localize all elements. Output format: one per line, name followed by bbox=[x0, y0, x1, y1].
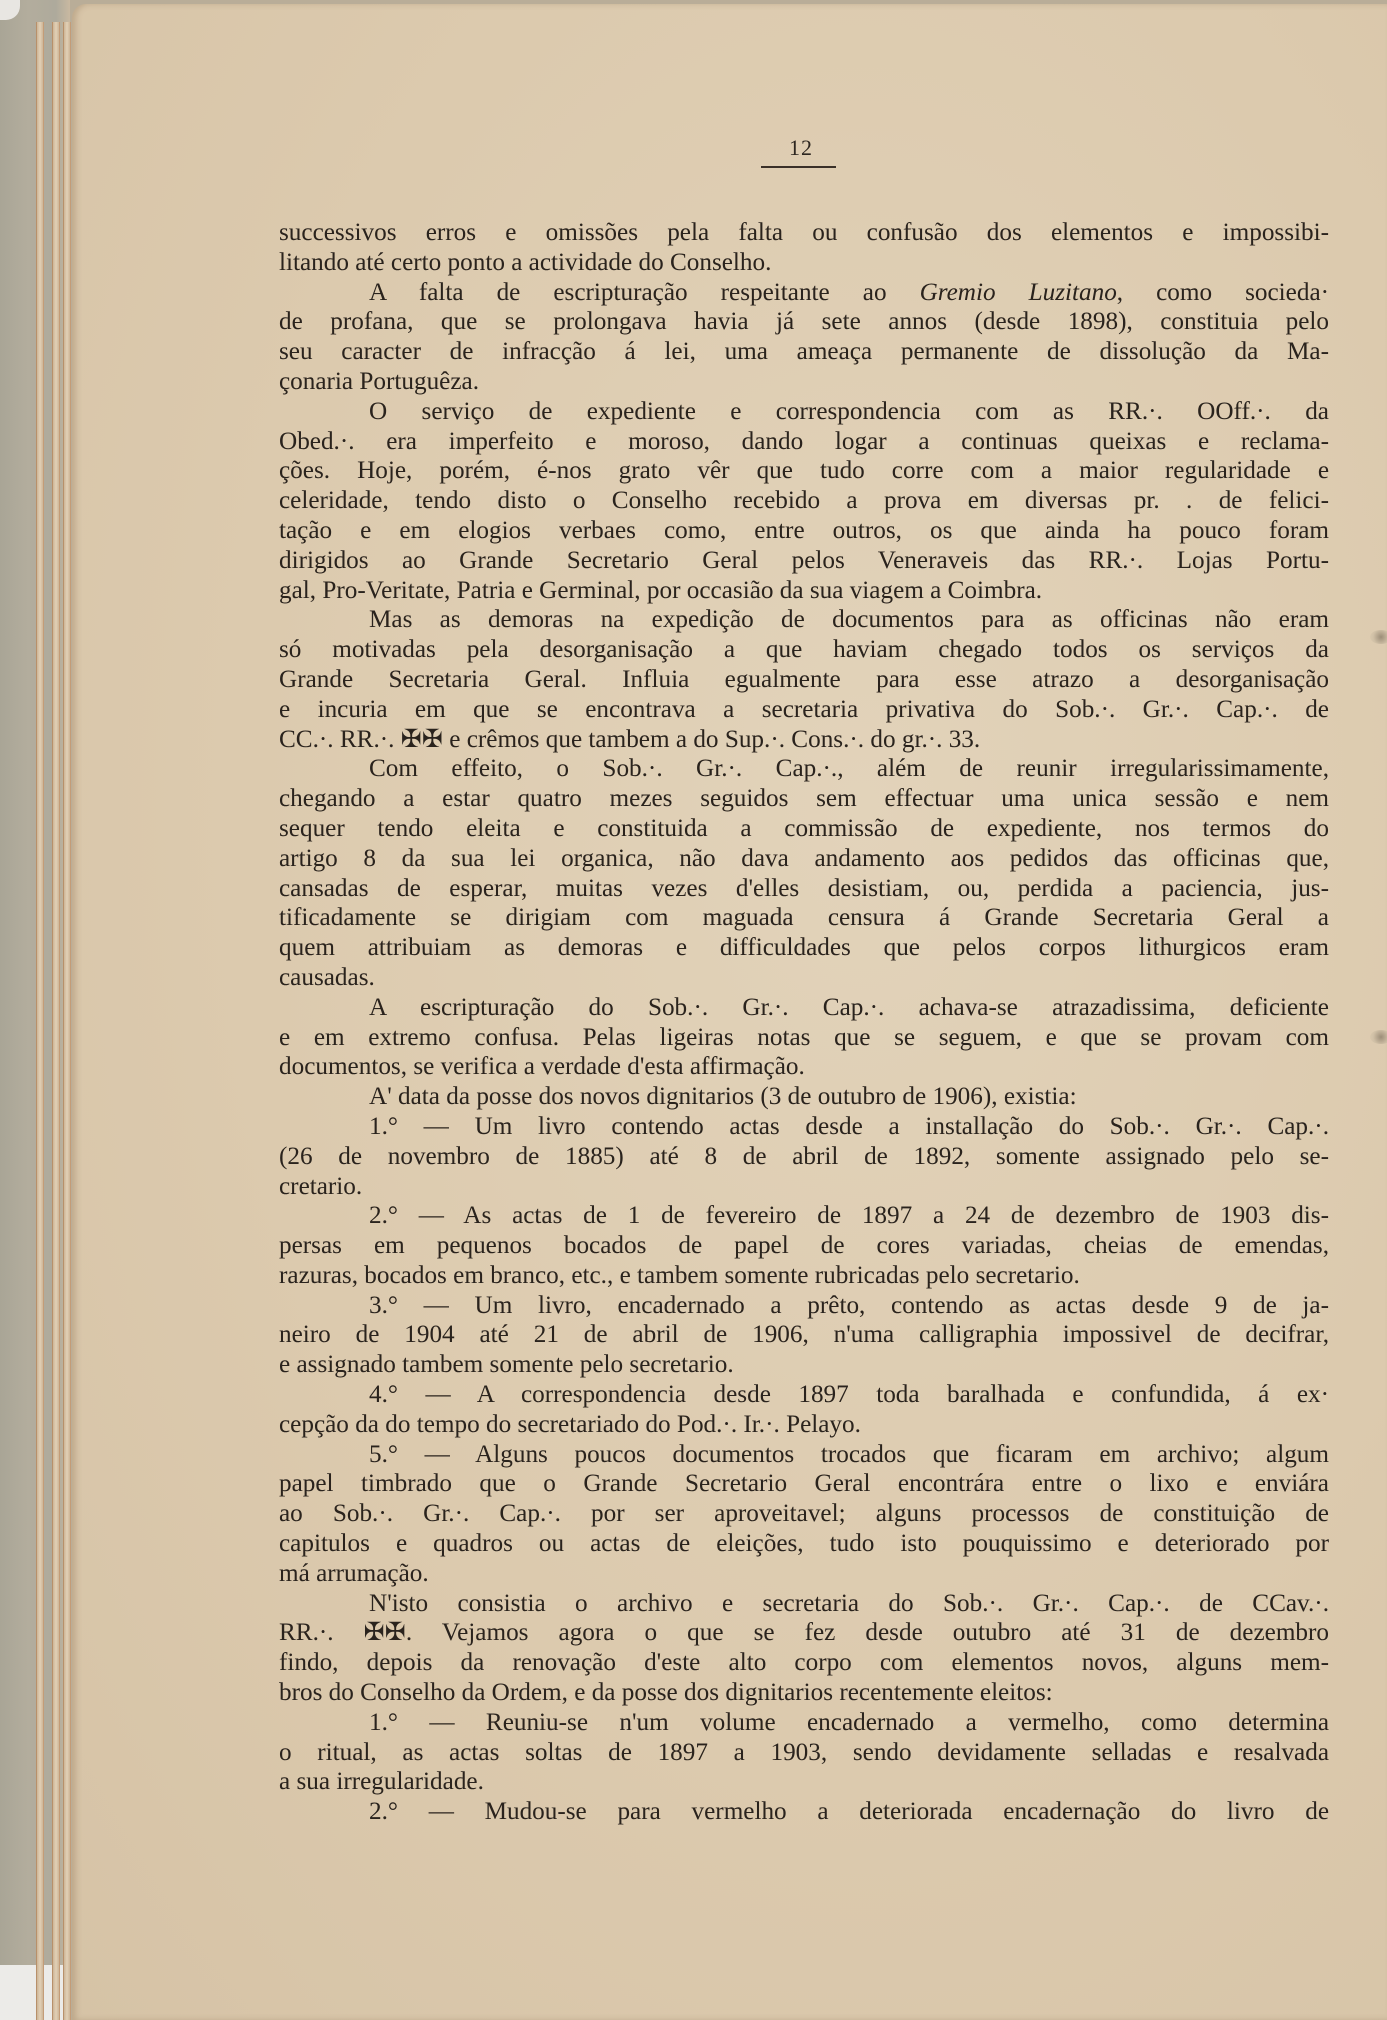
text-line: de profana, que se prolongava havia já sete annos (desde 1898), constituia pelo bbox=[279, 308, 1329, 336]
text-line: causadas. bbox=[279, 963, 375, 991]
text-line: e incuria em que se encontrava a secretaria privativa do Sob.·. Gr.·. Cap.·. de bbox=[279, 695, 1329, 723]
society-name: Gremio Luzitano bbox=[919, 278, 1117, 306]
text-line: A escripturação do Sob.·. Gr.·. Cap.·. achava-se atrazadissima, deficiente bbox=[369, 993, 1329, 1021]
text-line: a sua irregularidade. bbox=[279, 1768, 484, 1796]
text-line: çonaria Portuguêza. bbox=[279, 367, 480, 395]
page-number-rule bbox=[761, 166, 836, 168]
page-number: 12 bbox=[789, 135, 813, 160]
text-line: 4.° — A correspondencia desde 1897 toda baralhada e confundida, á ex· bbox=[369, 1381, 1329, 1409]
page-edge-stack bbox=[63, 22, 71, 2020]
text-line: ções. Hoje, porém, é-nos grato vêr que tudo corre com a maior regularidade e bbox=[279, 457, 1329, 485]
text-line: documentos, se verifica a verdade d'esta affirmação. bbox=[279, 1053, 805, 1081]
text-line: neiro de 1904 até 21 de abril de 1906, n'uma calligraphia impossivel de decifrar, bbox=[279, 1321, 1329, 1349]
text-line: celeridade, tendo disto o Conselho recebido a prova em diversas pr. . de felici- bbox=[279, 487, 1329, 515]
text-line: quem attribuiam as demoras e difficuldades que pelos corpos lithurgicos eram bbox=[279, 934, 1329, 962]
text-line: 5.° — Alguns poucos documentos trocados que ficaram em archivo; algum bbox=[369, 1440, 1329, 1468]
text-line: 1.° — Um livro contendo actas desde a installação do Sob.·. Gr.·. Cap.·. bbox=[369, 1112, 1329, 1140]
text-line: (26 de novembro de 1885) até 8 de abril de 1892, somente assignado pelo se- bbox=[279, 1142, 1329, 1170]
text-line: ao Sob.·. Gr.·. Cap.·. por ser aproveitavel; alguns processos de constituição de bbox=[279, 1500, 1329, 1528]
text-line: A' data da posse dos novos dignitarios (3 de outubro de 1906), existia: bbox=[369, 1083, 1077, 1111]
text-line: Obed.·. era imperfeito e moroso, dando logar a continuas queixas e reclama- bbox=[279, 427, 1329, 455]
text-line: 2.° — As actas de 1 de fevereiro de 1897 a 24 de dezembro de 1903 dis- bbox=[369, 1202, 1329, 1230]
text-line: seu caracter de infracção á lei, uma ameaça permanente de dissolução da Ma- bbox=[279, 338, 1329, 366]
text-line: razuras, bocados em branco, etc., e tambem somente rubricadas pelo secretario. bbox=[279, 1261, 1080, 1289]
text-line: O serviço de expediente e correspondencia com as RR.·. OOff.·. da bbox=[369, 397, 1329, 425]
text-line: gal, Pro-Veritate, Patria e Germinal, por occasião da sua viagem a Coimbra. bbox=[279, 576, 1043, 604]
text-line: cepção da do tempo do secretariado do Pod.·. Ir.·. Pelayo. bbox=[279, 1410, 861, 1438]
text-line: 2.° — Mudou-se para vermelho a deteriorada encadernação do livro de bbox=[369, 1798, 1329, 1826]
text-line: RR.·. ✠✠. Vejamos agora o que se fez desde outubro até 31 de dezembro bbox=[279, 1619, 1329, 1647]
text-line: cretario. bbox=[279, 1172, 363, 1200]
text-line: 1.° — Reuniu-se n'um volume encadernado a vermelho, como determina bbox=[369, 1708, 1329, 1736]
text-line: sequer tendo eleita e constituida a commissão de expediente, nos termos do bbox=[279, 814, 1329, 842]
text-line: artigo 8 da sua lei organica, não dava andamento aos pedidos das officinas que, bbox=[279, 844, 1329, 872]
text-line: N'isto consistia o archivo e secretaria do Sob.·. Gr.·. Cap.·. de CCav.·. bbox=[369, 1589, 1329, 1617]
text-line: só motivadas pela desorganisação a que haviam chegado todos os serviços da bbox=[279, 636, 1329, 664]
body-text bbox=[279, 218, 1329, 1827]
text-line: dirigidos ao Grande Secretario Geral pelos Veneraveis das RR.·. Lojas Portu- bbox=[279, 546, 1329, 574]
text-line: Mas as demoras na expedição de documentos para as officinas não eram bbox=[369, 606, 1329, 634]
text-line: litando até certo ponto a actividade do Conselho. bbox=[279, 248, 772, 276]
text-line: A falta de escripturação respeitante ao Gremio Luzitano, como socieda· bbox=[369, 278, 1330, 306]
text-line: capitulos e quadros ou actas de eleições, tudo isto pouquissimo e deteriorado por bbox=[279, 1530, 1329, 1558]
text-line: o ritual, as actas soltas de 1897 a 1903, sendo devidamente selladas e resalvada bbox=[279, 1738, 1329, 1766]
text-line: Com effeito, o Sob.·. Gr.·. Cap.·., além de reunir irregularissimamente, bbox=[369, 755, 1329, 783]
text-line: chegando a estar quatro mezes seguidos sem effectuar uma unica sessão e nem bbox=[279, 785, 1329, 813]
text-line: má arrumação. bbox=[279, 1559, 429, 1587]
paper-blemish bbox=[1370, 1030, 1387, 1044]
text-line: successivos erros e omissões pela falta ou confusão dos elementos e impossibi- bbox=[279, 219, 1329, 246]
text-line: tificadamente se dirigiam com maguada censura á Grande Secretaria Geral a bbox=[279, 904, 1329, 932]
text-line: e em extremo confusa. Pelas ligeiras notas que se seguem, e que se provam com bbox=[279, 1023, 1329, 1051]
text-line: tação e em elogios verbaes como, entre outros, os que ainda ha pouco foram bbox=[279, 516, 1329, 544]
text-line: Grande Secretaria Geral. Influia egualmente para esse atrazo a desorganisação bbox=[279, 665, 1329, 693]
text-line: persas em pequenos bocados de papel de cores variadas, cheias de emendas, bbox=[279, 1232, 1329, 1260]
paper-blemish bbox=[1370, 630, 1387, 644]
page-edge-stack bbox=[36, 22, 44, 2020]
text-line: 3.° — Um livro, encadernado a prêto, contendo as actas desde 9 de ja- bbox=[369, 1291, 1329, 1319]
text-line: CC.·. RR.·. ✠✠ e crêmos que tambem a do Sup.·. Cons.·. do gr.·. 33. bbox=[279, 725, 981, 753]
text-line: findo, depois da renovação d'este alto corpo com elementos novos, alguns mem- bbox=[279, 1649, 1329, 1677]
text-line: e assignado tambem somente pelo secretario. bbox=[279, 1351, 734, 1379]
page-edge-stack bbox=[52, 22, 60, 2020]
text-line: bros do Conselho da Ordem, e da posse dos dignitarios recentemente eleitos: bbox=[279, 1679, 1053, 1707]
text-line: papel timbrado que o Grande Secretario Geral encontrára entre o lixo e enviára bbox=[279, 1470, 1329, 1498]
text-line: cansadas de esperar, muitas vezes d'elles desistiam, ou, perdida a paciencia, jus- bbox=[279, 874, 1329, 902]
